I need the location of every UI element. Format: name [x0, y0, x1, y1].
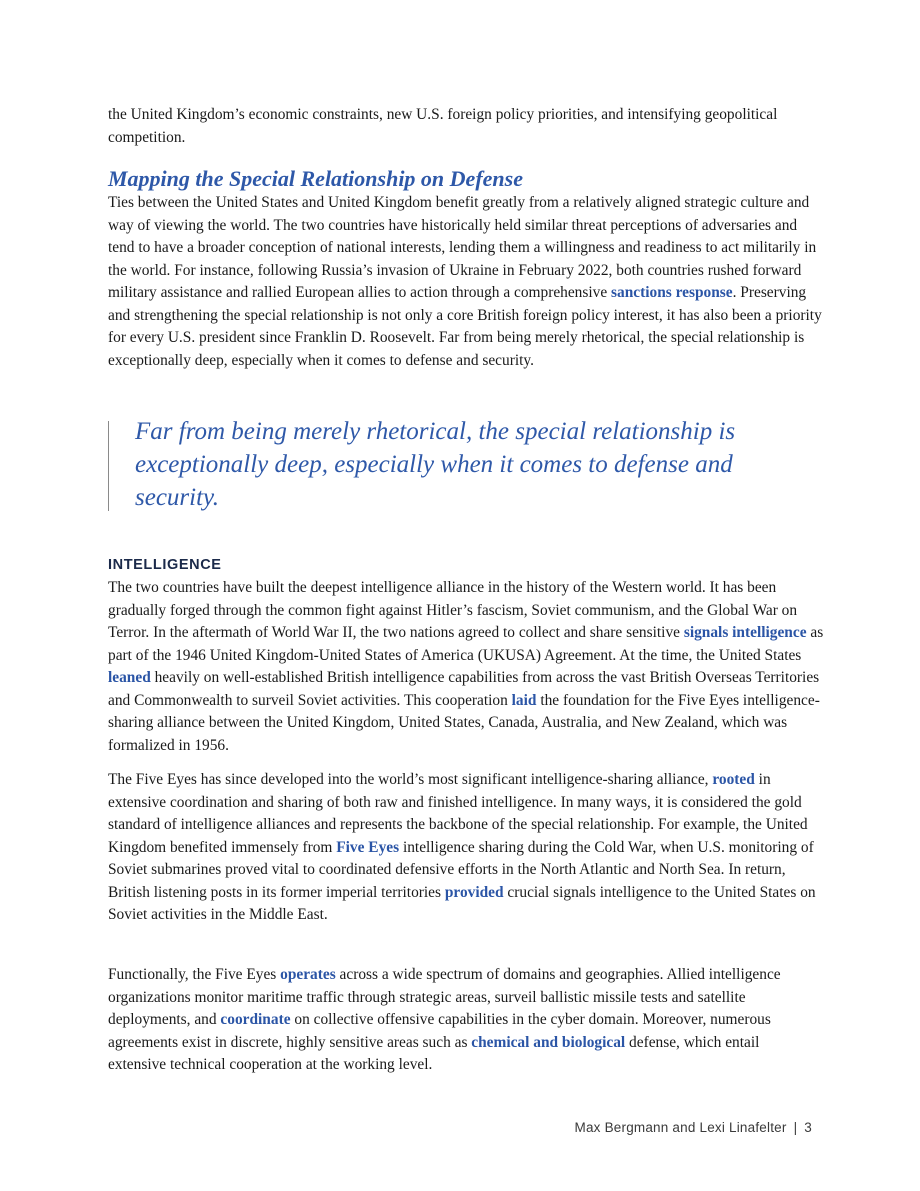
text-run: the foundation for the Five Eyes intelligence-sharing alliance between the United Kingdom, United States, Canada, Australia, and New Zealand, which was formalized in 1956. [108, 691, 820, 754]
link-chemical-and-biological[interactable]: chemical and biological [471, 1033, 626, 1051]
link-sanctions-response[interactable]: sanctions response [611, 284, 733, 301]
text-run: The Five Eyes has since developed into the world’s most significant intelligence-sharing alliance, [108, 771, 713, 788]
intelligence-paragraph-2 [108, 769, 820, 927]
text-run: as part of the 1946 United Kingdom-United States of America (UKUSA) Agreement. At the time, the United States [108, 624, 824, 664]
link-rooted[interactable]: rooted [712, 771, 755, 788]
text-run: in extensive coordination and sharing of both raw and finished intelligence. In many ways, it is considered the gold standard of intelligence alliances and represents the backbone of the special relationship. For example, the United Kingdom benefited immensely from [108, 771, 808, 856]
link-operates[interactable]: operates [280, 966, 336, 983]
page-number: 3 [804, 1120, 812, 1135]
intelligence-heading: INTELLIGENCE [108, 557, 222, 573]
link-provided[interactable]: provided [444, 883, 504, 901]
intro-paragraph: the United Kingdom’s economic constraints, new U.S. foreign policy priorities, and intensifying geopolitical competition. [108, 106, 778, 146]
link-five-eyes[interactable]: Five Eyes [336, 838, 400, 856]
link-coordinate[interactable]: coordinate [220, 1011, 291, 1028]
intelligence-paragraph-1 [108, 577, 824, 757]
link-leaned[interactable]: leaned [108, 669, 151, 686]
text-run: heavily on well-established British intelligence capabilities from across the vast British Overseas Territories and Commonwealth to surveil Soviet activities. This cooperation [108, 669, 820, 709]
text-run: intelligence sharing during the Cold War, when U.S. monitoring of Soviet submarines proved vital to coordinated defensive efforts in the North Atlantic and North Sea. In return, British listening posts in its former imperial territories [108, 838, 814, 901]
link-laid[interactable]: laid [511, 691, 537, 709]
text-run: . Preserving and strengthening the special relationship is not only a core British foreign policy interest, it has also been a priority for every U.S. president since Franklin D. Roosevelt. Far from being merely rhetorical, the special relationship is exceptionally deep, especially when it comes to defense and security. [108, 284, 822, 369]
pull-quote [108, 418, 789, 511]
section-heading: Mapping the Special Relationship on Defense [108, 166, 523, 191]
footer-authors: Max Bergmann and Lexi Linafelter [574, 1120, 787, 1135]
text-run: on collective offensive capabilities in the cyber domain. Moreover, numerous agreements exist in discrete, highly sensitive areas such as [108, 1011, 771, 1051]
intelligence-paragraph-3 [108, 964, 820, 1077]
text-run: The two countries have built the deepest intelligence alliance in the history of the Western world. It has been gradually forged through the common fight against Hitler’s fascism, Soviet communism, and the Global War on Terror. In the aftermath of World War II, the two nations agreed to collect and share sensitive [108, 579, 798, 641]
link-signals-intelligence[interactable]: signals intelligence [683, 624, 807, 641]
text-run: defense, which entail extensive technical cooperation at the working level. [108, 1033, 760, 1073]
text-run: across a wide spectrum of domains and geographies. Allied intelligence organizations monitor maritime traffic through strategic areas, surveil ballistic missile tests and satellite deployments, and [108, 966, 781, 1028]
footer-separator: | [793, 1120, 798, 1135]
pull-quote-text: Far from being merely rhetorical, the special relationship is exceptionally deep, especially when it comes to defense and security. [135, 418, 736, 511]
page-footer [575, 1120, 812, 1135]
text-run: crucial signals intelligence to the United States on Soviet activities in the Middle East. [108, 883, 816, 923]
text-run: Functionally, the Five Eyes [108, 966, 281, 983]
text-run: Ties between the United States and United Kingdom benefit greatly from a relatively aligned strategic culture and way of viewing the world. The two countries have historically held similar threat perceptions of adversaries and tend to have a broader conception of national interests, lending them a willingness and readiness to act militarily in the world. For instance, following Russia’s invasion of Ukraine in February 2022, both countries rushed forward military assistance and rallied European allies to action through a comprehensive [108, 194, 817, 301]
section-paragraph [108, 192, 824, 372]
